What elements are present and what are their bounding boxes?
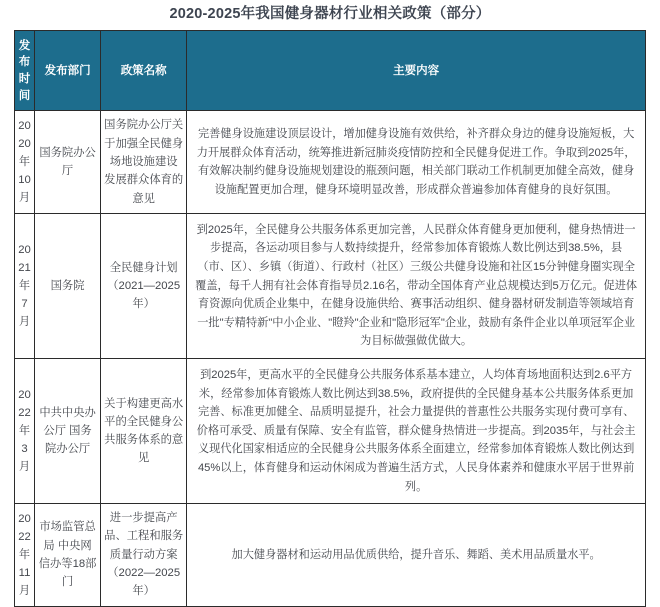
cell-main-content: 加大健身器材和运动用品优质供给，提升音乐、舞蹈、美术用品质量水平。 — [187, 504, 646, 606]
cell-main-content: 到2025年，全民健身公共服务体系更加完善，人民群众体育健身更加便利，健身热情进一步提高，各运动项目参与人数持续提升，经常参加体育锻炼人数比例达到38.5%，县（市、区）、乡镇（街道）、行政村（社区）三级公共健身设施和社区15分钟健身圈实现全覆盖，每千人拥有社会体育指导员2.16名，带动全国体育产业总规模达到5万亿元。促进体育资源向优质企业集中，在健身设施供给、赛事活动组织、健身器材研发制造等领域培育一批"专精特新"中小企业、"瞪羚"企业和"隐形冠军"企业，鼓励有条件企业以单项冠军企业为目标做强做优做大。 — [187, 213, 646, 358]
column-header-time: 发布时间 — [15, 31, 35, 111]
cell-time: 2022年11月 — [15, 504, 35, 606]
table-row — [15, 504, 646, 606]
header-row — [15, 31, 646, 111]
cell-department: 中共中央办公厅 国务院办公厅 — [35, 359, 101, 504]
column-header-department: 发布部门 — [35, 31, 101, 111]
table-header — [15, 31, 646, 111]
column-header-policy-name: 政策名称 — [101, 31, 187, 111]
cell-main-content: 到2025年，更高水平的全民健身公共服务体系基本建立，人均体育场地面积达到2.6平方米，经常参加体育锻炼人数比例达到38.5%，政府提供的全民健身基本公共服务体系更加完善、标准更加健全、品质明显提升，社会力量提供的普惠性公共服务实现付费可享有、价格可承受、质量有保障、安全有监管，群众健身热情进一步提高。到2035年，与社会主义现代化国家相适应的全民健身公共服务体系全面建立，经常参加体育锻炼人数比例达到45%以上，体育健身和运动休闲成为普遍生活方式，人民身体素养和健康水平居于世界前列。 — [187, 359, 646, 504]
cell-policy-name: 国务院办公厅关于加强全民健身场地设施建设 发展群众体育的意见 — [101, 111, 187, 213]
cell-main-content: 完善健身设施建设顶层设计，增加健身设施有效供给，补齐群众身边的健身设施短板，大力开展群众体育活动，统筹推进新冠肺炎疫情防控和全民健身促进工作。争取到2025年，有效解决制约健身设施规划建设的瓶颈问题，相关部门联动工作机制更加健全高效，健身设施配置更加合理，健身环境明显改善，形成群众普遍参加体育健身的良好氛围。 — [187, 111, 646, 213]
cell-time: 2022年3月 — [15, 359, 35, 504]
policy-table — [14, 30, 646, 606]
cell-department: 市场监管总局 中央网信办等18部门 — [35, 504, 101, 606]
cell-policy-name: 进一步提高产品、工程和服务质量行动方案（2022—2025年） — [101, 504, 187, 606]
cell-time: 2021年7月 — [15, 213, 35, 358]
cell-department: 国务院办公厅 — [35, 111, 101, 213]
page-title: 2020-2025年我国健身器材行业相关政策（部分） — [169, 6, 491, 22]
table-row — [15, 213, 646, 358]
column-header-main-content: 主要内容 — [187, 31, 646, 111]
table-body — [15, 111, 646, 606]
cell-policy-name: 全民健身计划（2021—2025年） — [101, 213, 187, 358]
table-row — [15, 111, 646, 213]
table-row — [15, 359, 646, 504]
cell-time: 2020年10月 — [15, 111, 35, 213]
cell-policy-name: 关于构建更高水平的全民健身公共服务体系的意见 — [101, 359, 187, 504]
table-container — [14, 30, 646, 606]
cell-department: 国务院 — [35, 213, 101, 358]
